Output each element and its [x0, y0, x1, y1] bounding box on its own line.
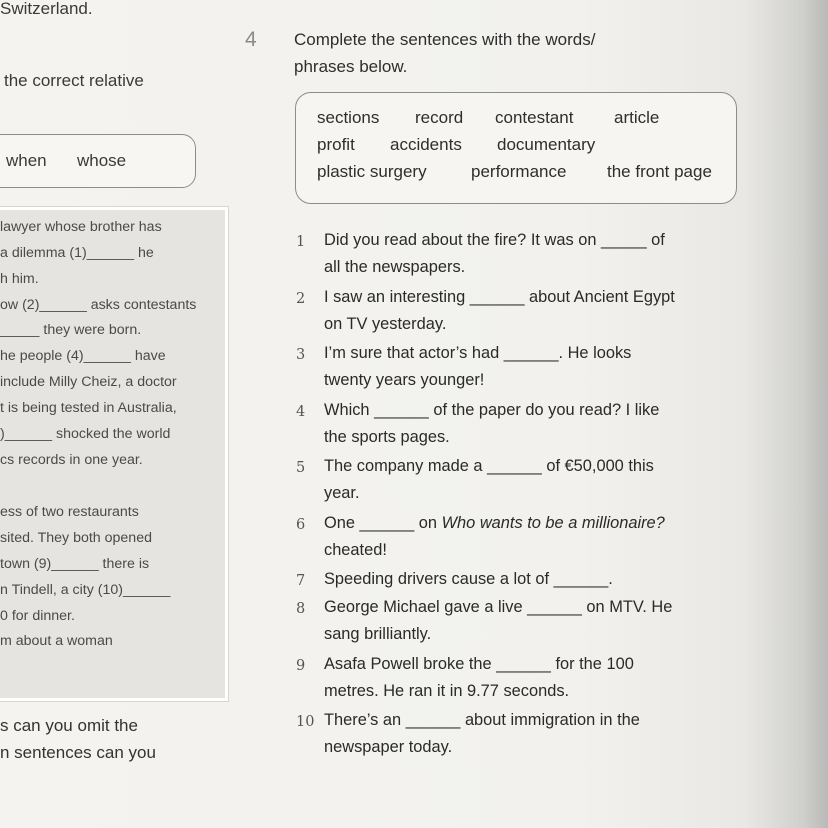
panel-line: town (9)______ there is — [0, 556, 150, 572]
sentence-number: 3 — [296, 347, 306, 363]
sentence-line: Speeding drivers cause a lot of ______. — [324, 570, 613, 588]
sentence-number: 10 — [296, 714, 315, 730]
panel-line: h him. — [0, 271, 39, 287]
sentence-line: twenty years younger! — [324, 371, 485, 389]
sentence-line: I saw an interesting ______ about Ancient Egypt — [324, 288, 675, 306]
sentence-line: cheated! — [324, 541, 387, 559]
panel-line: t is being tested in Australia, — [0, 400, 177, 416]
sentence-line: George Michael gave a live ______ on MTV. He — [324, 598, 673, 616]
sentence-line: on TV yesterday. — [324, 315, 447, 333]
sentence-line: The company made a ______ of €50,000 this — [324, 457, 654, 475]
sentence-line: year. — [324, 484, 360, 502]
box-word-when: when — [6, 151, 47, 170]
word-performance: performance — [471, 162, 567, 181]
sentence-line: the sports pages. — [324, 428, 450, 446]
word-accidents: accidents — [390, 135, 462, 154]
word-sections: sections — [317, 108, 380, 127]
left-instruction-fragment: the correct relative — [4, 71, 144, 90]
panel-line: ow (2)______ asks contestants — [0, 297, 197, 313]
exercise-instruction: phrases below. — [294, 57, 408, 76]
word-the-front-page: the front page — [607, 162, 712, 181]
sentence-number: 1 — [296, 234, 306, 250]
word-profit: profit — [317, 135, 355, 154]
panel-line: cs records in one year. — [0, 452, 143, 468]
sentence-text: One ______ on — [324, 514, 442, 532]
panel-line: 0 for dinner. — [0, 608, 75, 624]
panel-line: )______ shocked the world — [0, 426, 171, 442]
box-word-whose: whose — [77, 151, 127, 170]
word-plastic-surgery: plastic surgery — [317, 162, 427, 181]
left-fragment-top: Switzerland. — [0, 0, 93, 18]
sentence-line: sang brilliantly. — [324, 625, 432, 643]
sentence-line: Which ______ of the paper do you read? I like — [324, 401, 660, 419]
sentence-number: 8 — [296, 601, 306, 617]
left-question-line: s can you omit the — [0, 716, 138, 735]
sentence-number: 5 — [296, 460, 306, 476]
word-article: article — [614, 108, 660, 127]
left-question-line: n sentences can you — [0, 743, 156, 762]
sentence-line: There’s an ______ about immigration in the — [324, 711, 640, 729]
show-title: Who wants to be a millionaire? — [441, 514, 665, 532]
exercise-instruction: Complete the sentences with the words/ — [294, 30, 596, 49]
sentence-line: all the newspapers. — [324, 258, 466, 276]
sentence-number: 4 — [296, 404, 306, 420]
sentence-line: Asafa Powell broke the ______ for the 100 — [324, 655, 634, 673]
word-documentary: documentary — [497, 135, 596, 154]
sentence-number: 2 — [296, 291, 306, 307]
word-contestant: contestant — [495, 108, 574, 127]
panel-line: ess of two restaurants — [0, 504, 139, 520]
sentence-number: 6 — [296, 517, 306, 533]
sentence-line: I’m sure that actor’s had ______. He looks — [324, 344, 632, 362]
sentence-number: 9 — [296, 658, 306, 674]
sentence-line: metres. He ran it in 9.77 seconds. — [324, 682, 570, 700]
panel-line: m about a woman — [0, 633, 113, 649]
panel-line: include Milly Cheiz, a doctor — [0, 374, 177, 390]
panel-line: he people (4)______ have — [0, 348, 166, 364]
panel-line: lawyer whose brother has — [0, 219, 162, 235]
exercise-number: 4 — [245, 28, 257, 51]
panel-line: sited. They both opened — [0, 530, 152, 546]
panel-line: _____ they were born. — [0, 322, 142, 338]
sentence-number: 7 — [296, 573, 306, 589]
sentence-line: newspaper today. — [324, 738, 453, 756]
sentence-line — [324, 514, 665, 533]
panel-line: n Tindell, a city (10)______ — [0, 582, 171, 598]
panel-line: a dilemma (1)______ he — [0, 245, 154, 261]
sentence-line: Did you read about the fire? It was on _____ of — [324, 231, 665, 249]
word-record: record — [415, 108, 464, 127]
